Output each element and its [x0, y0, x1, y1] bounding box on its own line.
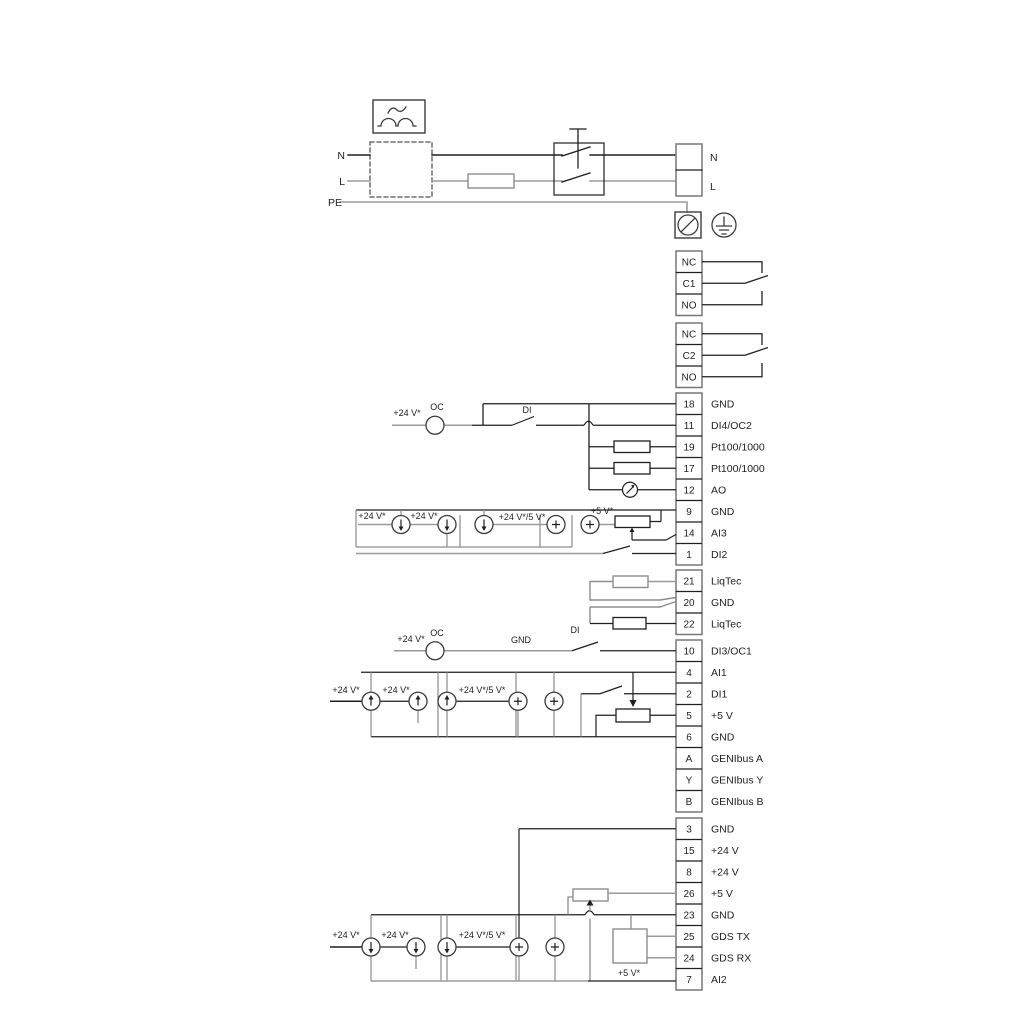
t7-num: 7: [686, 975, 692, 986]
di4-oc2-circuit: [392, 404, 676, 498]
ai2-v245-label: +24 V*/5 V*: [458, 930, 506, 940]
tB-label: GENIbus B: [711, 796, 764, 808]
wiper-arrow: [630, 700, 637, 707]
t3-num: 3: [686, 824, 692, 836]
ai3-potentiometer: [615, 516, 650, 528]
di2-switch-blade: [603, 546, 630, 554]
t19-label: Pt100/1000: [711, 441, 765, 454]
t8-label: +24 V: [711, 866, 739, 879]
wiper-arrow: [630, 528, 635, 533]
tY-label: GENIbus Y: [711, 774, 764, 787]
ai1-potentiometer: [616, 709, 650, 722]
t9-label: GND: [711, 506, 735, 518]
ai2-v24b-label: +24 V*: [381, 930, 409, 940]
t26-label: +5 V: [711, 888, 733, 900]
t21-label: LiqTec: [711, 575, 742, 588]
label-l-left: L: [339, 176, 345, 188]
t20-num: 20: [683, 598, 695, 609]
tY-num: Y: [685, 775, 693, 787]
ai1-v24b-label: +24 V*: [382, 685, 410, 695]
di4-v24-label: +24 V*: [393, 408, 421, 418]
relay2-contact-blade: [745, 348, 768, 356]
t12-label: AO: [711, 484, 727, 497]
t26-num: 26: [683, 889, 695, 900]
ai1-circuit: [330, 672, 676, 737]
t1-num: 1: [686, 550, 692, 561]
ai2-v5-label: +5 V*: [617, 968, 641, 978]
t9-num: 9: [686, 507, 692, 518]
t12-num: 12: [683, 485, 695, 497]
relay2-nc: NC: [681, 329, 697, 341]
t25-num: 25: [683, 932, 695, 943]
ai2-gds-circuit: [330, 829, 676, 981]
t15-label: +24 V: [711, 845, 739, 857]
t11-num: 11: [683, 421, 695, 432]
l-switch-blade: [562, 173, 590, 182]
label-n-left: N: [337, 150, 345, 162]
t25-label: GDS TX: [711, 931, 750, 943]
t8-num: 8: [686, 867, 692, 879]
t21-num: 21: [683, 576, 695, 588]
open-collector-icon: [426, 642, 444, 660]
tA-label: GENIbus A: [711, 753, 763, 765]
t14-label: AI3: [711, 527, 727, 540]
t17-num: 17: [683, 464, 695, 475]
ai3-v24b-label: +24 V*: [410, 511, 438, 521]
relay1-c1: C1: [682, 279, 696, 290]
di3-oc1-circuit: [394, 642, 676, 660]
t17-label: Pt100/1000: [711, 463, 765, 475]
t5-num: 5: [686, 711, 692, 722]
relay1-nc: NC: [681, 257, 697, 269]
di3-v24-label: +24 V*: [397, 634, 425, 644]
analog-output-meter-icon: [623, 482, 638, 497]
t24-num: 24: [683, 953, 695, 965]
t18-num: 18: [683, 399, 695, 411]
t4-label: AI1: [711, 667, 727, 679]
di3-gnd-label: GND: [511, 635, 531, 645]
dashed-device-box: [370, 142, 432, 197]
t23-num: 23: [683, 910, 695, 922]
t22-label: LiqTec: [711, 618, 742, 631]
mains-section: [340, 100, 736, 238]
t2-num: 2: [686, 689, 692, 701]
ai3-v5-label: +5 V*: [590, 506, 614, 516]
t5-label: +5 V: [711, 710, 733, 722]
t19-num: 19: [683, 442, 695, 454]
di4-oc-label: OC: [430, 402, 444, 412]
t24-label: GDS RX: [711, 952, 752, 965]
label-l-right: L: [710, 181, 716, 193]
mains-terminal-box: [676, 144, 702, 196]
t22-num: 22: [683, 619, 695, 631]
t10-num: 10: [683, 646, 695, 658]
label-pe: PE: [327, 197, 342, 209]
earth-symbol-icon: [712, 213, 736, 237]
pe-wire: [340, 202, 687, 212]
t14-num: 14: [683, 528, 695, 540]
ai1-v245-label: +24 V*/5 V*: [458, 685, 506, 695]
relay2-c2: C2: [682, 351, 696, 362]
t1-label: DI2: [711, 549, 728, 561]
di4-switch-blade: [512, 417, 534, 426]
relay1-contact-blade: [745, 276, 768, 284]
ac-symbol-icon: [373, 100, 425, 133]
wire-hop: [585, 911, 594, 915]
label-n-right: N: [710, 152, 718, 164]
ai1-v24a-label: +24 V*: [332, 685, 360, 695]
open-collector-icon: [426, 416, 444, 434]
pt100-resistor-1: [614, 441, 650, 453]
t6-label: GND: [711, 731, 735, 744]
di1-switch-blade: [600, 686, 622, 694]
ai2-v24a-label: +24 V*: [332, 930, 360, 940]
di3-switch-blade: [572, 642, 598, 651]
di3-oc-label: OC: [430, 628, 444, 638]
gds-sensor-box: [613, 929, 647, 963]
t3-label: GND: [711, 823, 735, 836]
pt100-resistor-2: [614, 463, 650, 475]
t6-num: 6: [686, 732, 692, 744]
di3-di-label: DI: [570, 625, 580, 635]
relay1-no: NO: [681, 300, 697, 312]
fuse: [468, 174, 514, 188]
tA-num: A: [685, 754, 693, 765]
t18-label: GND: [711, 398, 735, 411]
pe-screw-terminal-icon: [675, 212, 701, 238]
t2-label: DI1: [711, 688, 728, 701]
t15-num: 15: [683, 846, 695, 857]
t7-label: AI2: [711, 974, 727, 986]
ai3-v245-label: +24 V*/5 V*: [498, 512, 546, 522]
ai3-v24a-label: +24 V*: [358, 511, 386, 521]
tB-num: B: [685, 797, 693, 808]
liqtec-resistor-2: [613, 618, 646, 630]
di4-di-label: DI: [522, 405, 532, 415]
liqtec-resistor-1: [613, 576, 648, 588]
t4-num: 4: [686, 668, 692, 679]
relay2-no: NO: [681, 372, 697, 384]
t20-label: GND: [711, 597, 735, 609]
t23-label: GND: [711, 909, 735, 922]
liqtec-circuit: [590, 576, 676, 629]
t11-label: DI4/OC2: [711, 420, 752, 432]
ai2-potentiometer: [573, 889, 608, 901]
t10-label: DI3/OC1: [711, 645, 752, 658]
n-switch-blade: [562, 147, 590, 156]
